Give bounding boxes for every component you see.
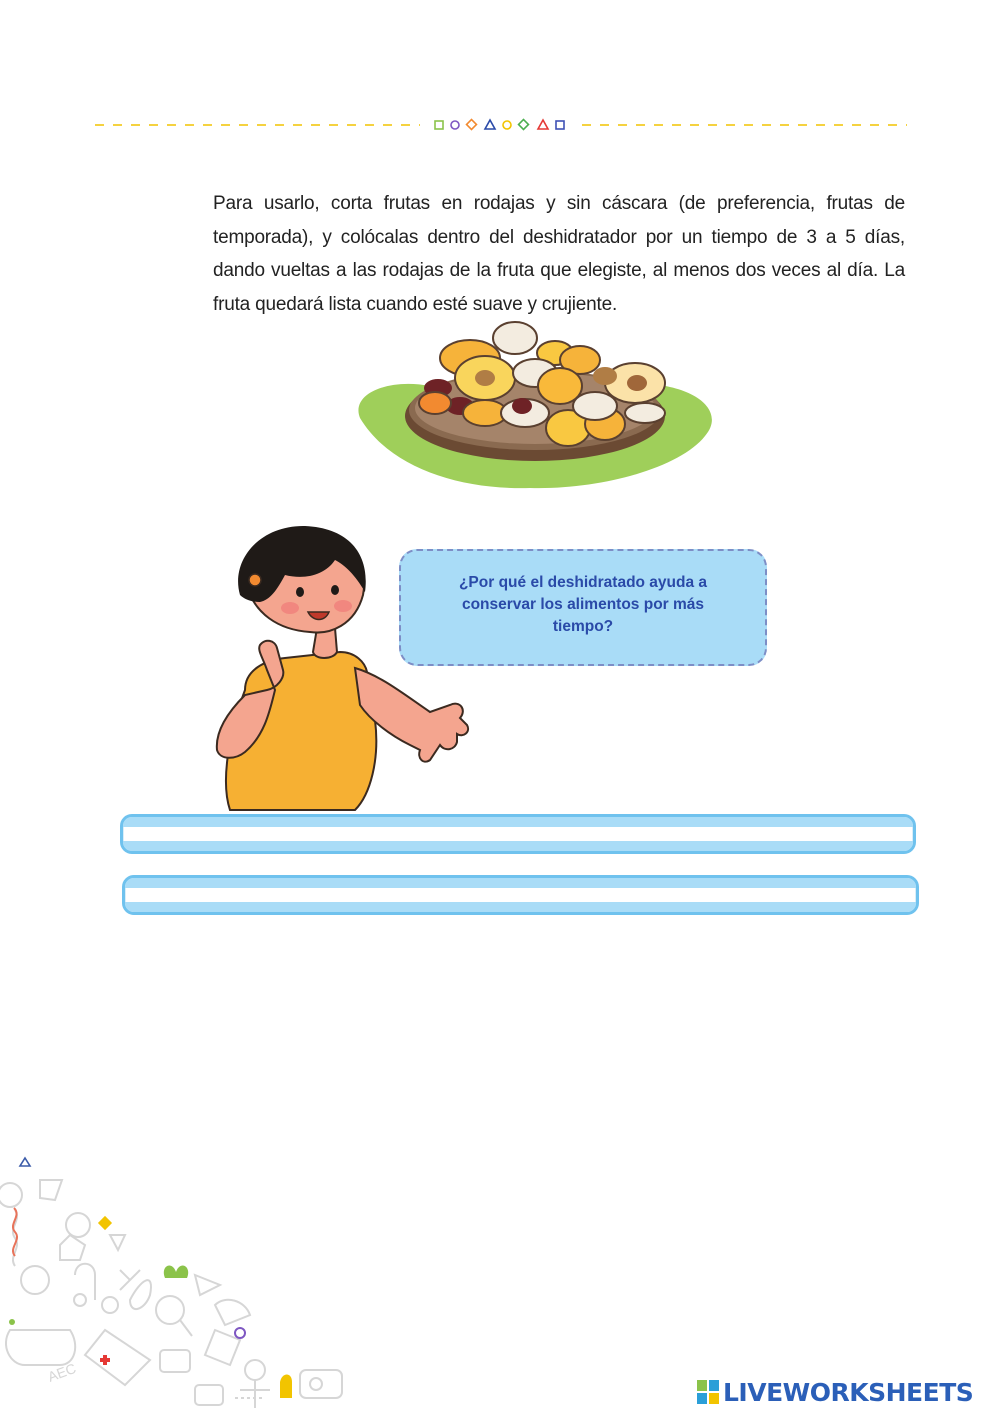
- liveworksheets-logo: [697, 1377, 973, 1407]
- liveworksheets-logo-icon: [697, 1380, 719, 1404]
- brand-name: LIVEWORKSHEETS: [723, 1377, 974, 1407]
- speech-bubble: [399, 549, 767, 666]
- answer-field-1[interactable]: [120, 814, 916, 854]
- answer-band-top: [123, 817, 913, 827]
- dried-fruit-plate-image: [350, 318, 720, 496]
- school-doodles-decoration: [0, 1150, 360, 1413]
- answer-field-2[interactable]: [122, 875, 919, 915]
- instruction-paragraph: Para usarlo, corta frutas en rodajas y sin cáscara (de preferencia, frutas de temporada), y colócalas dentro del deshidratador por un tiempo de 3 a 5 días, dando vueltas a las rodajas de la fruta que elegiste, al menos dos veces al día. La fruta quedará lista cuando esté suave y crujiente.: [213, 193, 905, 315]
- answer-band-top: [125, 878, 916, 888]
- svg-text:AEC: AEC: [45, 1359, 79, 1385]
- decorative-divider-icon: [95, 116, 907, 134]
- answer-band-bottom: [123, 841, 913, 851]
- question-text: ¿Por qué el deshidratado ayuda a conservar los alimentos por más tiempo?: [458, 573, 708, 635]
- answer-band-bottom: [125, 902, 916, 912]
